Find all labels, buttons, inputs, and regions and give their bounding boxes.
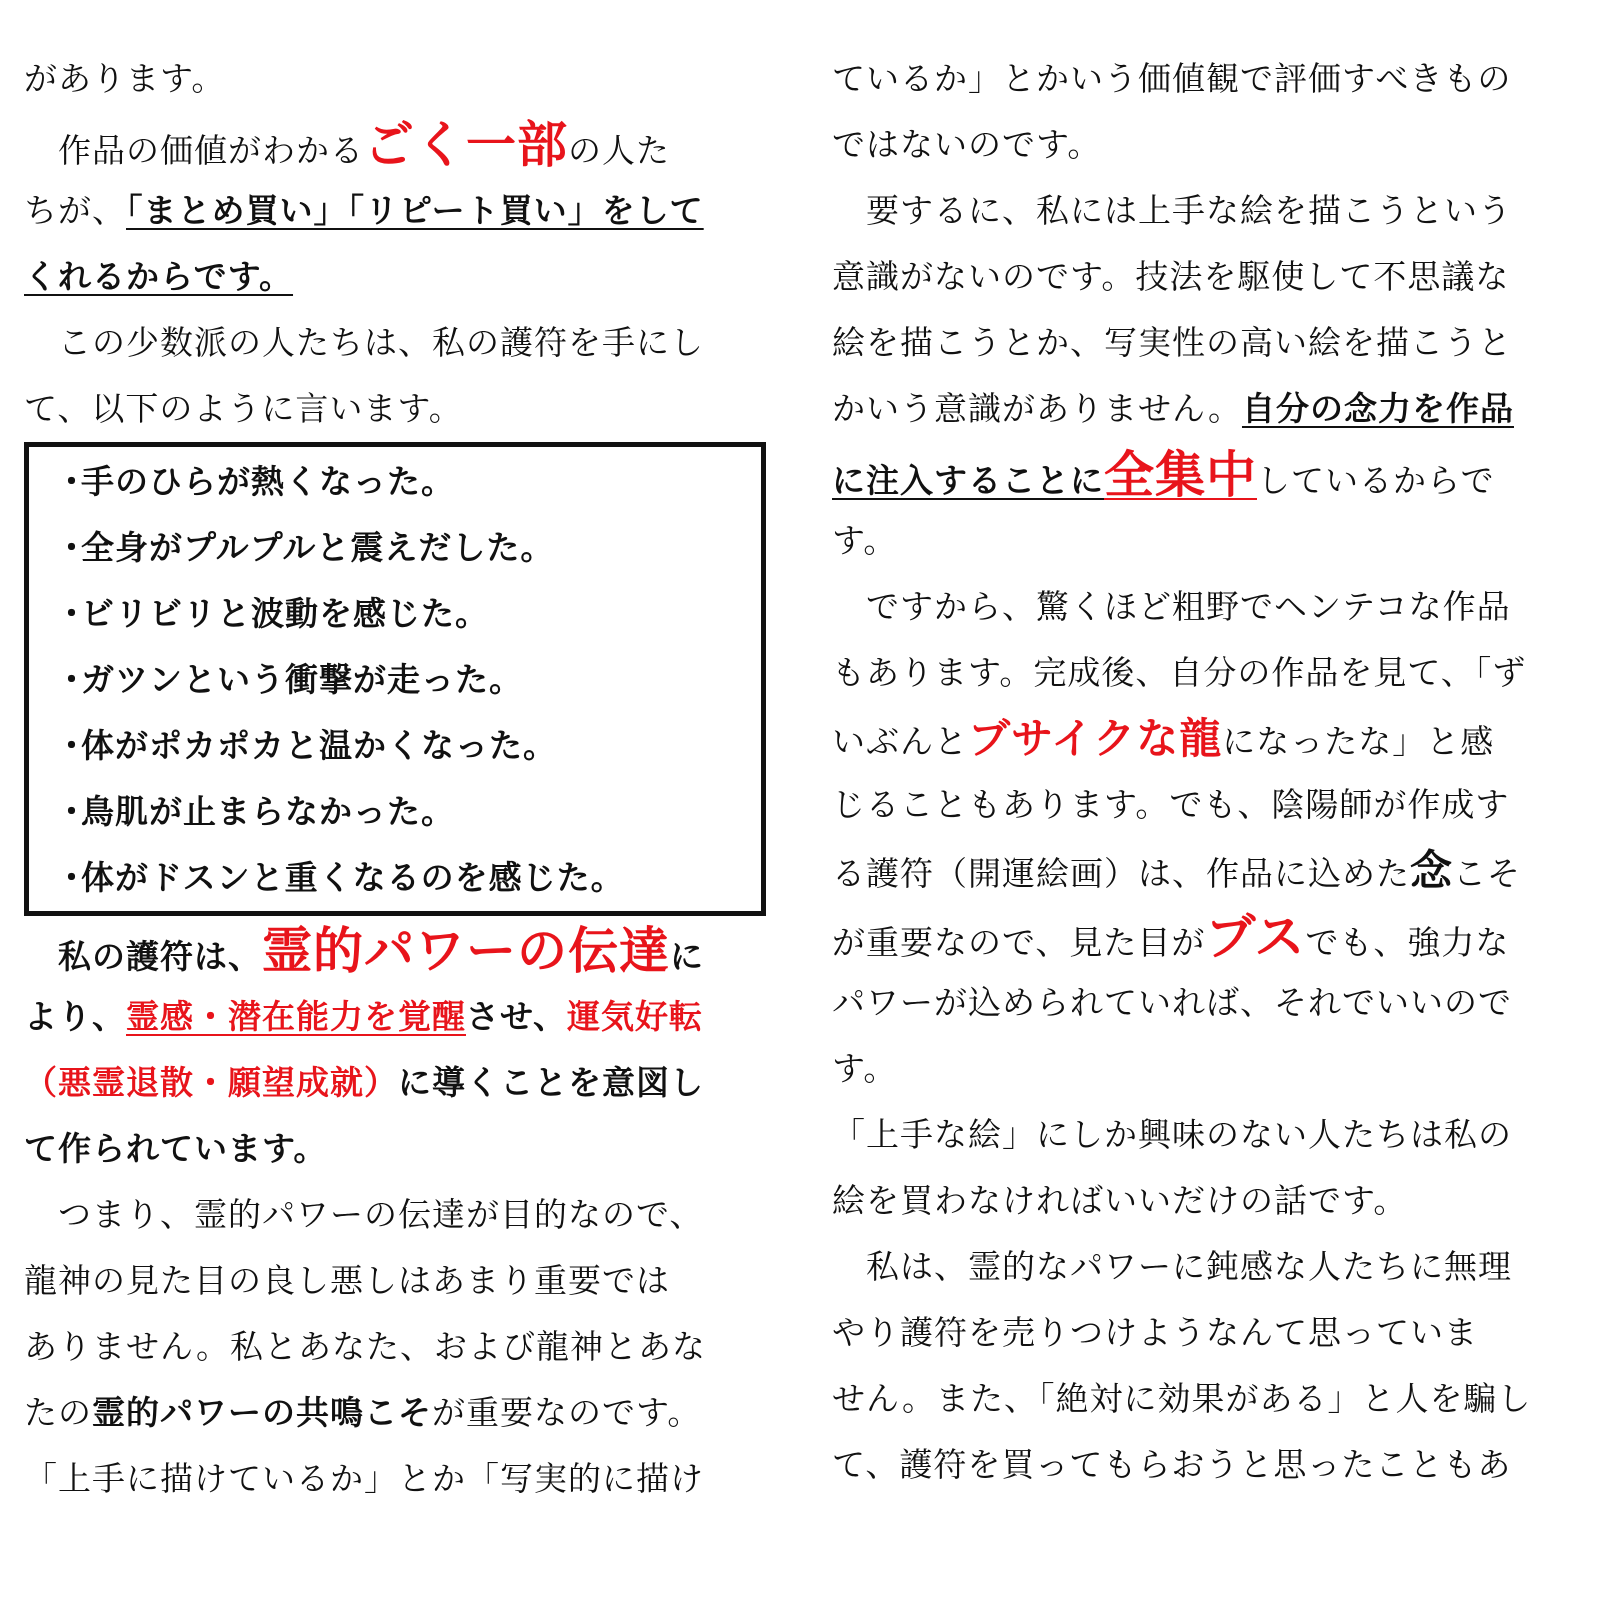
text-line [24,984,776,1050]
box-item [55,847,761,913]
text-span: ですから、驚くほど粗野でヘンテコな作品 [832,587,1511,626]
text-span: もあります。完成後、自分の作品を見て、「ず [832,653,1527,692]
box-item-text: ガツンという衝撃が走った。 [81,660,523,699]
text-line [832,46,1584,112]
emphasis-red: ごく一部 [364,116,568,174]
text-span: す。 [832,1049,898,1088]
bullet-icon: ・ [55,462,89,501]
text-span: が重要なのです。 [432,1393,702,1432]
box-item [55,583,761,649]
text-line [832,1300,1584,1366]
box-item [55,715,761,781]
right-column [832,46,1584,1498]
bullet-icon: ・ [55,792,89,831]
text-line [24,46,776,112]
text-span: の人た [568,131,670,170]
emphasis-underline: 自分の念力を作品 [1241,389,1514,428]
text-span: たの [24,1393,92,1432]
text-line [832,706,1584,772]
text-line [24,310,776,376]
text-line [24,112,776,178]
text-span: 「上手な絵」にしか興味のない人たちは私の [832,1115,1512,1154]
text-span: て作られています。 [24,1129,328,1168]
text-line [832,1432,1584,1498]
emphasis-red: 全集中 [1104,446,1257,504]
emphasis-bold: 霊的パワーの共鳴こそ [92,1393,432,1432]
text-line [832,1036,1584,1102]
box-item-text: 体がドスンと重くなるのを感じた。 [81,858,625,897]
box-item-text: 手のひらが熱くなった。 [81,462,455,501]
text-line [832,376,1584,442]
testimonial-box [24,442,766,916]
text-line [832,112,1584,178]
bullet-icon: ・ [55,594,89,633]
box-item [55,517,761,583]
text-span: 絵を描こうとか、写実性の高い絵を描こうと [832,323,1512,362]
text-span: が重要なので、見た目が [832,923,1206,962]
bullet-icon: ・ [55,726,89,765]
text-line [832,970,1584,1036]
bullet-icon: ・ [55,660,89,699]
text-span: ているか」とかいう価値観で評価すべきもの [832,59,1512,98]
text-span: こそ [1453,854,1522,893]
text-line [832,244,1584,310]
text-line [24,1116,776,1182]
text-span: じることもあります。でも、陰陽師が作成す [832,785,1510,824]
text-span: 作品の価値がわかる [24,131,364,170]
text-line [832,772,1584,838]
text-span: つまり、霊的パワーの伝達が目的なので、 [24,1195,704,1234]
emphasis-underline: くれるからです。 [24,257,294,296]
bullet-icon: ・ [55,528,89,567]
text-span: て、以下のように言います。 [24,389,463,428]
text-span: に [670,937,704,976]
text-line [832,640,1584,706]
text-span: せん。また、「絶対に効果がある」と人を騙し [832,1379,1532,1418]
text-line [24,1446,776,1512]
text-line [24,178,776,244]
text-line [832,1168,1584,1234]
text-line [24,376,776,442]
box-item-text: ビリビリと波動を感じた。 [81,594,489,633]
text-span: この少数派の人たちは、私の護符を手にし [24,323,704,362]
text-line [24,1380,776,1446]
text-line [24,1248,776,1314]
text-line [24,918,776,984]
text-span: 私の護符は、 [24,937,262,976]
text-span: る護符（開運絵画）は、作品に込めた [832,854,1410,893]
text-span: やり護符を売りつけようなんて思っていま [832,1313,1478,1352]
text-line [832,574,1584,640]
text-span: かいう意識がありません。 [832,389,1242,428]
emphasis-red: ブス [1205,908,1306,966]
text-span: 私は、霊的なパワーに鈍感な人たちに無理 [832,1247,1512,1286]
text-span: 「上手に描けているか」とか「写実的に描け [24,1459,704,1498]
text-line [832,1102,1584,1168]
text-span: 龍神の見た目の良し悪しはあまり重要では [24,1261,670,1300]
emphasis-red: ブサイクな龍 [968,714,1223,763]
emphasis-underline: 「まとめ買い」「リピート買い」をして [126,191,704,230]
text-span: ありません。私とあなた、および龍神とあな [24,1327,706,1366]
text-span: 絵を買わなければいいだけの話です。 [832,1181,1408,1220]
box-item [55,451,761,517]
box-item [55,649,761,715]
text-line [832,508,1584,574]
text-span: しているからで [1257,461,1495,500]
text-line [832,1366,1584,1432]
text-line [24,1182,776,1248]
text-span: ではないのです。 [832,125,1102,164]
text-line [832,1234,1584,1300]
box-item-text: 全身がプルプルと震えだした。 [81,528,555,567]
text-line [832,442,1584,508]
text-span: に導くことを意図し [398,1063,704,1102]
text-line [24,1314,776,1380]
text-line [832,904,1584,970]
emphasis-underline: に注入することに [832,461,1104,500]
text-line [24,1050,776,1116]
emphasis-red: （悪霊退散・願望成就） [24,1063,398,1102]
box-item-text: 体がポカポカと温かくなった。 [81,726,557,765]
emphasis-red: 運気好転 [567,997,704,1036]
box-item-text: 鳥肌が止まらなかった。 [81,792,455,831]
emphasis-red-underline: 霊感・潜在能力を覚醒 [126,997,466,1036]
text-span: より、 [24,997,126,1036]
text-span: があります。 [24,59,226,98]
text-span: て、護符を買ってもらおうと思ったこともあ [832,1445,1512,1484]
text-line [832,310,1584,376]
text-span: ちが、 [24,191,126,230]
text-span: いぶんと [832,722,968,761]
text-line [832,178,1584,244]
text-span: になったな」と感 [1222,722,1495,761]
text-span: させ、 [466,997,568,1036]
bullet-icon: ・ [55,858,89,897]
left-column [24,46,776,1512]
text-line [24,244,776,310]
text-span: 要するに、私には上手な絵を描こうという [832,191,1512,230]
text-span: パワーが込められていれば、それでいいので [832,983,1512,1022]
emphasis-red: 霊的パワーの伝達 [262,922,670,980]
text-span: でも、強力な [1305,923,1510,962]
text-span: 意識がないのです。技法を駆使して不思議な [832,257,1510,296]
text-span: す。 [832,521,898,560]
text-line [832,838,1584,904]
emphasis-bold: 念 [1410,846,1454,895]
box-item [55,781,761,847]
